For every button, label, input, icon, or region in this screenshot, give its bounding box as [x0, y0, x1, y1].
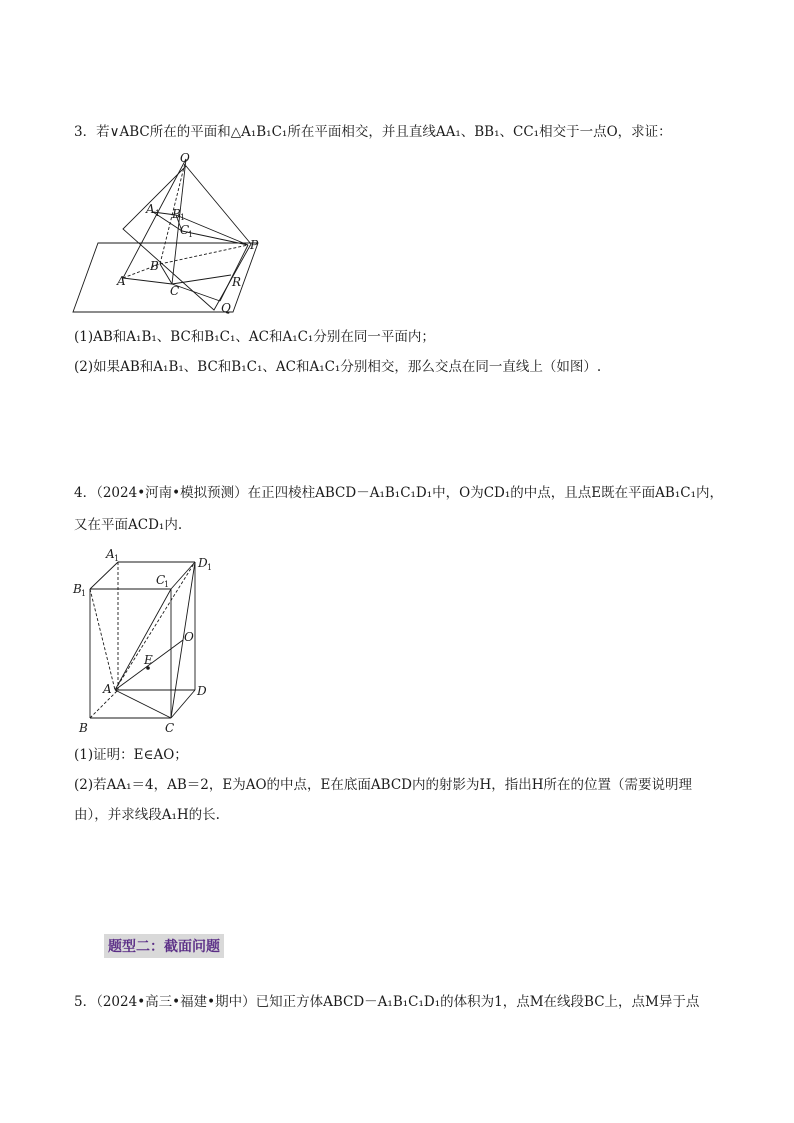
- label-B: B: [150, 259, 159, 273]
- label-C: C: [170, 284, 180, 298]
- label-D1: D: [198, 556, 208, 570]
- svg-text:1: 1: [188, 230, 194, 239]
- svg-text:1: 1: [155, 209, 161, 218]
- label-B: B: [79, 721, 88, 735]
- label-A: A: [117, 274, 126, 288]
- figure-plane-triangles: [68, 150, 268, 315]
- label-O: O: [180, 151, 190, 165]
- label-B1: B: [73, 582, 82, 596]
- problem-4-stem-line-2: 又在平面ACD₁内.: [74, 517, 183, 533]
- label-C1: C: [156, 573, 166, 587]
- figure-prism-svg: [70, 544, 230, 744]
- seg-AC: [123, 278, 172, 284]
- label-R: R: [232, 275, 242, 289]
- problem-3-part-2: (2)如果AB和A₁B₁、BC和B₁C₁、AC和A₁C₁分别相交，那么交点在同一直线上（如图）.: [74, 359, 602, 375]
- svg-text:1: 1: [207, 563, 213, 572]
- label-C1: C: [180, 223, 190, 237]
- svg-text:1: 1: [114, 554, 120, 563]
- line-PQ: [220, 245, 248, 301]
- label-B1: B: [172, 207, 181, 221]
- seg-CR: [172, 275, 231, 284]
- problem-4-part-2-line-2: 由），并求线段A₁H的长.: [74, 807, 220, 823]
- problem-4-stem-line-1: 4．（2024•河南•模拟预测）在正四棱柱ABCD－A₁B₁C₁D₁中，O为CD₁的中点，且点E既在平面AB₁C₁内，: [74, 485, 723, 501]
- label-C: C: [165, 721, 175, 735]
- problem-5-stem-line-1: 5．（2024•高三•福建•期中）已知正方体ABCD－A₁B₁C₁D₁的体积为1，点M在线段BC上，点M异于点: [74, 994, 700, 1010]
- problem-3-stem: 3．若∨ABC所在的平面和△A₁B₁C₁所在平面相交，并且直线AA₁、BB₁、CC₁相交于一点O，求证：: [74, 124, 672, 140]
- label-Q: Q: [221, 301, 231, 315]
- label-A1: A: [146, 202, 155, 216]
- svg-text:1: 1: [81, 589, 87, 598]
- svg-text:1: 1: [180, 213, 186, 222]
- figure-plane-triangles-svg: [68, 150, 268, 315]
- label-P: P: [250, 238, 259, 252]
- label-E: E: [144, 653, 153, 667]
- figure-prism: [70, 544, 230, 744]
- section-title-badge: 题型二：截面问题: [104, 934, 224, 958]
- seg-BP: [160, 245, 248, 264]
- label-O: O: [184, 630, 194, 644]
- svg-text:1: 1: [164, 580, 170, 589]
- label-A1: A: [106, 547, 115, 561]
- problem-3-part-1: (1)AB和A₁B₁、BC和B₁C₁、AC和A₁C₁分别在同一平面内；: [74, 329, 435, 345]
- label-A: A: [103, 682, 112, 696]
- seg-CQ: [172, 284, 220, 301]
- problem-4-part-2-line-1: (2)若AA₁＝4，AB＝2，E为AO的中点，E在底面ABCD内的射影为H，指出H所在的位置（需要说明理: [74, 777, 693, 793]
- label-D: D: [197, 684, 207, 698]
- problem-4-part-1: (1)证明：E∈AO；: [74, 747, 188, 763]
